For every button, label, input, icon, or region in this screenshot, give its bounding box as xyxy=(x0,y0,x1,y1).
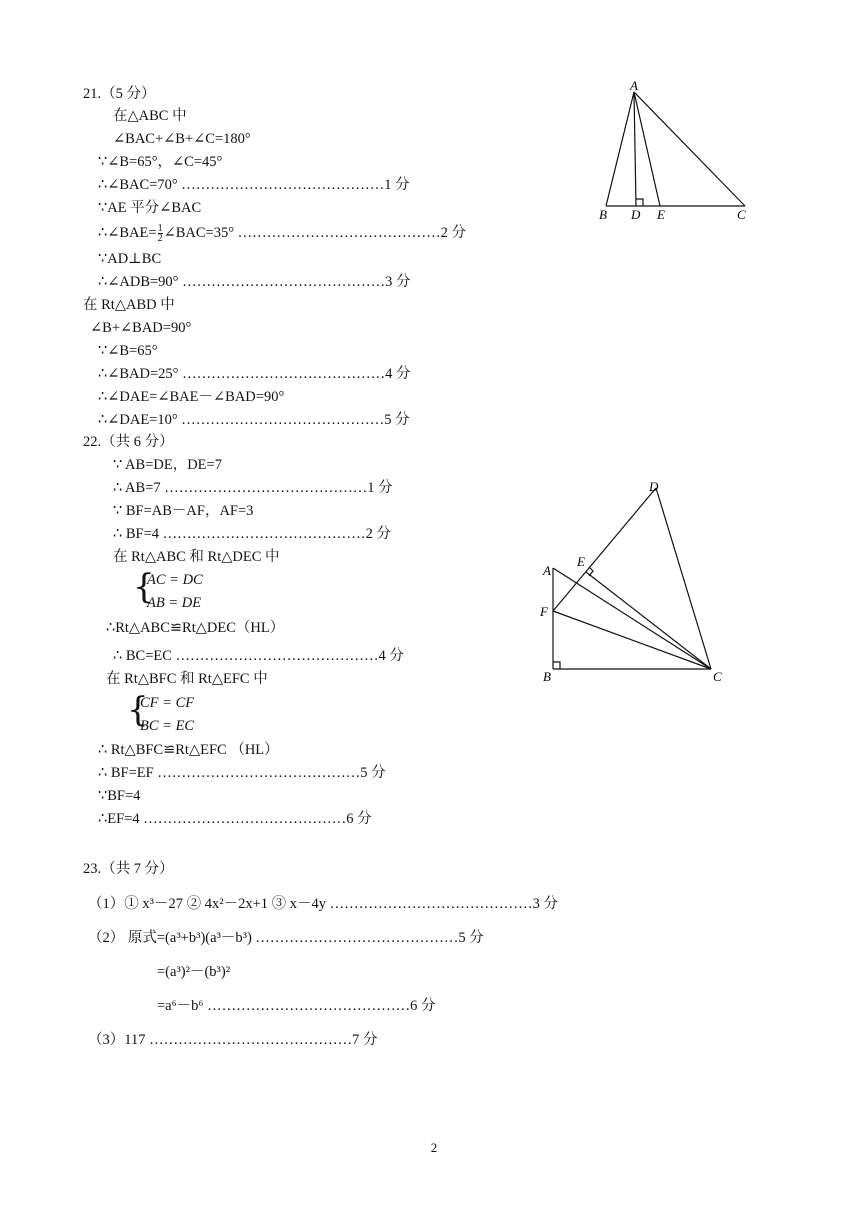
q21-line: ∴∠DAE=10° ……………………………………5 分 xyxy=(98,412,410,428)
q22-system1-eq1: AC = DC xyxy=(147,572,203,588)
q22-line: ∴ Rt△BFC≌Rt△EFC （HL） xyxy=(98,742,279,758)
q21-line: ∵∠B=65°，∠C=45° xyxy=(98,154,223,170)
label-b: B xyxy=(599,207,607,222)
q23-title: 23.（共 7 分） xyxy=(83,861,174,877)
q22-line: ∵ AB=DE，DE=7 xyxy=(113,457,222,473)
q22-line: ∴EF=4 ……………………………………6 分 xyxy=(98,811,372,827)
label-f: F xyxy=(540,604,548,619)
q22-line: ∴ BC=EC ……………………………………4 分 xyxy=(113,648,404,664)
fraction-numerator: 1 xyxy=(157,223,163,235)
q22-title: 22.（共 6 分） xyxy=(83,434,174,450)
q21-line: 在△ABC 中 xyxy=(113,108,187,124)
label-c: C xyxy=(737,207,746,222)
q21-line: ∵AD⊥BC xyxy=(98,251,162,267)
q22-line: ∴ BF=4 ……………………………………2 分 xyxy=(113,526,392,542)
half-fraction xyxy=(158,224,163,243)
q23-line: =(a³)²－(b³)² xyxy=(157,964,231,980)
q21-title: 21.（5 分） xyxy=(83,86,156,102)
q22-line: ∵ BF=AB－AF，AF=3 xyxy=(113,503,254,519)
q22-system1-eq2: AB = DE xyxy=(147,595,202,611)
q22-line: 在 Rt△BFC 和 Rt△EFC 中 xyxy=(106,671,268,687)
page-number: 2 xyxy=(430,1140,438,1155)
q22-line: ∵BF=4 xyxy=(98,788,141,804)
q22-line: ∴Rt△ABC≌Rt△DEC（HL） xyxy=(106,620,285,636)
q21-l6-prefix: ∴∠BAE= xyxy=(98,225,157,241)
quadrilateral-figure xyxy=(535,476,735,686)
q23-line: =a⁶－b⁶ ……………………………………6 分 xyxy=(157,998,436,1014)
q22-line: ∴ AB=7 ……………………………………1 分 xyxy=(113,480,393,496)
triangle-abc-figure xyxy=(590,78,760,228)
system-brace: { xyxy=(127,690,149,730)
label-d: D xyxy=(631,207,641,222)
label-a: A xyxy=(630,78,638,93)
q21-line-fraction xyxy=(98,224,466,243)
q21-line: ∴∠BAD=25° ……………………………………4 分 xyxy=(98,366,411,382)
q22-system2-eq1: CF = CF xyxy=(140,695,195,711)
label-c: C xyxy=(713,669,722,684)
label-e: E xyxy=(657,207,665,222)
system-brace: { xyxy=(133,567,155,607)
label-d: D xyxy=(649,479,659,494)
q21-line: ∵AE 平分∠BAC xyxy=(98,200,202,216)
q22-line: ∴ BF=EF ……………………………………5 分 xyxy=(98,765,386,781)
q22-system2-eq2: BC = EC xyxy=(140,718,195,734)
label-a: A xyxy=(543,563,551,578)
q23-line: （1）① x³－27 ② 4x²－2x+1 ③ x－4y ……………………………………3 分 xyxy=(88,896,558,912)
q21-l6-suffix: ∠BAC=35° ……………………………………2 分 xyxy=(163,225,467,241)
label-e: E xyxy=(577,554,585,569)
q23-line: （3）117 ……………………………………7 分 xyxy=(88,1032,378,1048)
q22-line: 在 Rt△ABC 和 Rt△DEC 中 xyxy=(113,549,280,565)
q21-line: ∴∠BAC=70° ……………………………………1 分 xyxy=(98,177,410,193)
q23-line: （2） 原式=(a³+b³)(a³－b³) ……………………………………5 分 xyxy=(88,930,484,946)
q21-line: 在 Rt△ABD 中 xyxy=(83,297,175,313)
q21-line: ∵∠B=65° xyxy=(98,343,158,359)
q21-line: ∴∠DAE=∠BAE－∠BAD=90° xyxy=(98,389,285,405)
q21-line: ∴∠ADB=90° ……………………………………3 分 xyxy=(98,274,411,290)
q21-line: ∠B+∠BAD=90° xyxy=(90,320,192,336)
fraction-denominator: 2 xyxy=(157,233,163,245)
label-b: B xyxy=(543,669,551,684)
q21-line: ∠BAC+∠B+∠C=180° xyxy=(113,131,251,147)
